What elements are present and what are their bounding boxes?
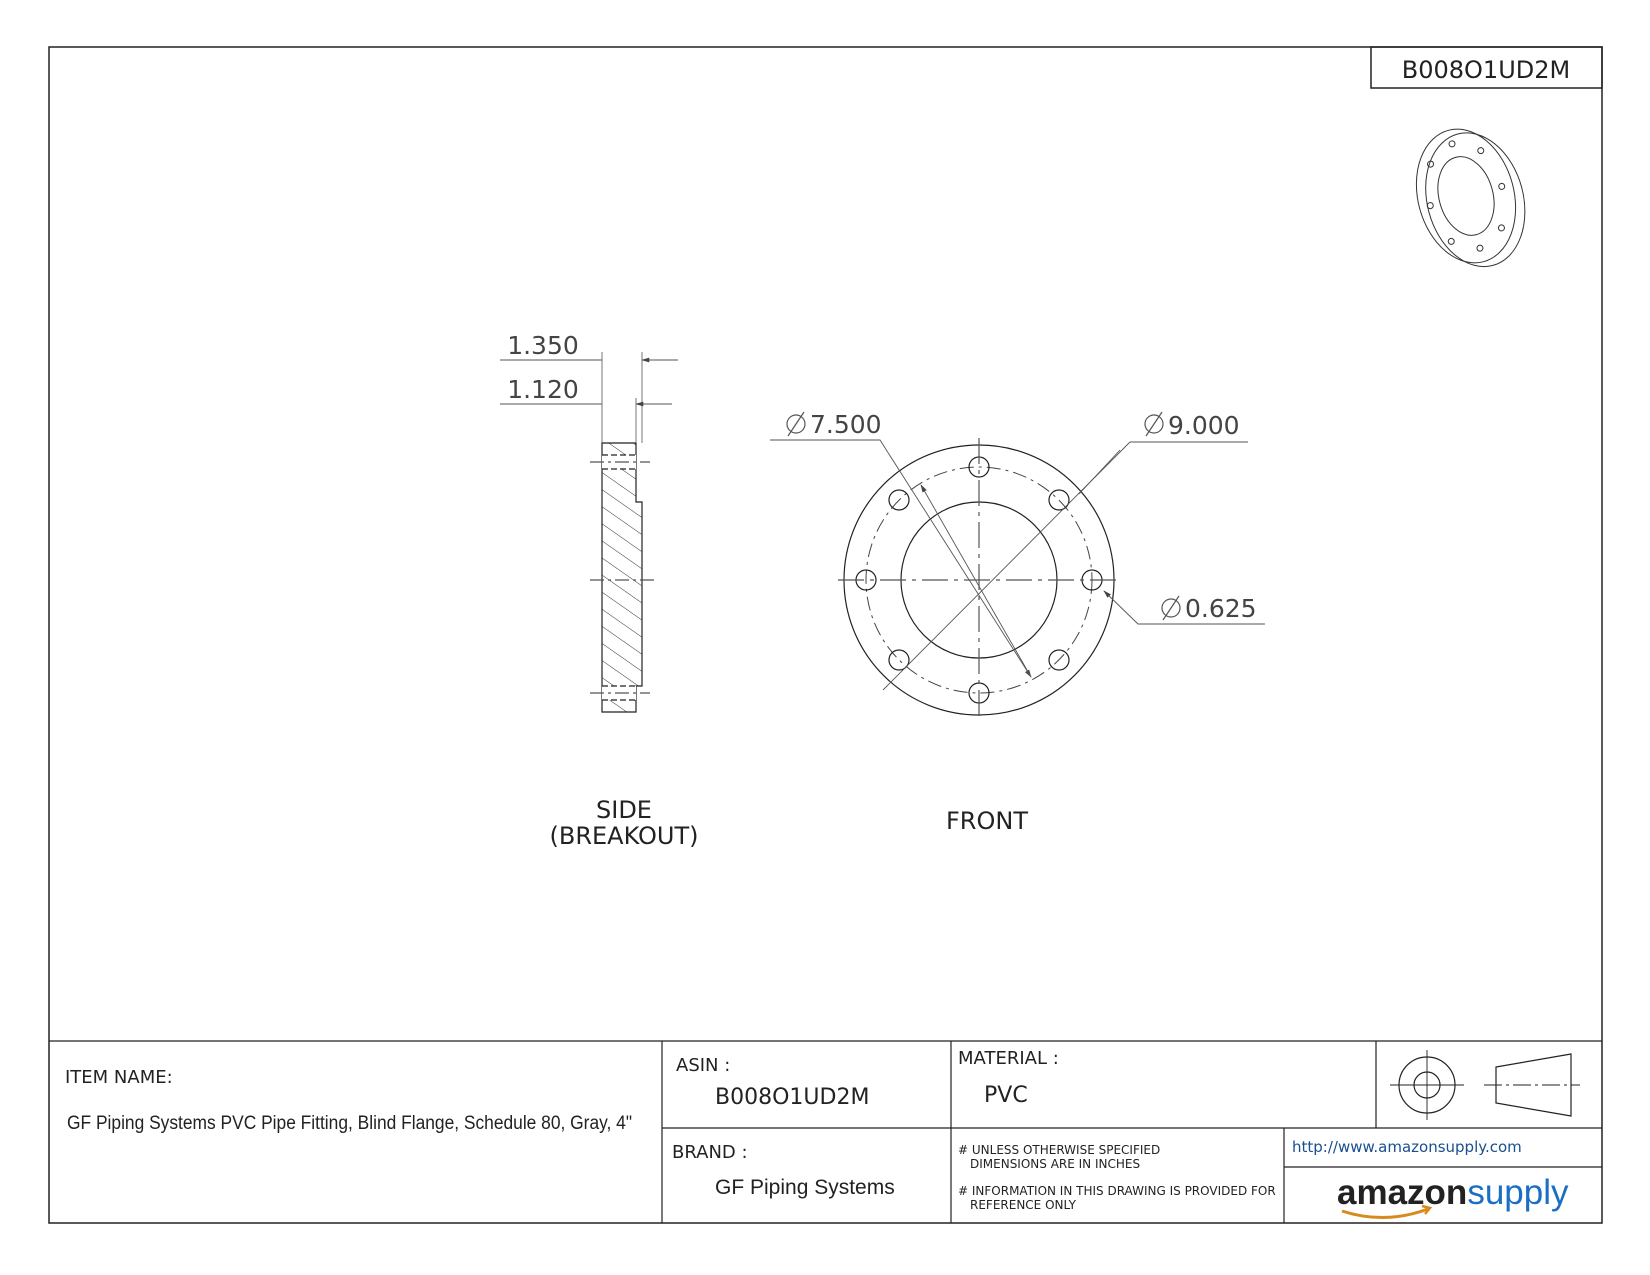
material-value: PVC: [984, 1083, 1028, 1108]
logo-word-supply: supply: [1467, 1173, 1569, 1212]
isometric-view: [1402, 116, 1539, 280]
dim-side-body: 1.120: [507, 375, 579, 404]
url-text[interactable]: http://www.amazonsupply.com: [1292, 1138, 1522, 1156]
logo-word-amazon: amazon: [1337, 1173, 1468, 1212]
side-view: [590, 352, 655, 712]
front-view-label: FRONT: [946, 807, 1028, 835]
amazonsupply-link[interactable]: [1292, 1138, 1522, 1156]
brand-value: GF Piping Systems: [715, 1176, 895, 1199]
material-label: MATERIAL :: [958, 1048, 1059, 1069]
svg-text:amazonsupply: [1337, 1173, 1569, 1212]
item-name-value: GF Piping Systems PVC Pipe Fitting, Blind Flange, Schedule 80, Gray, 4": [67, 1113, 632, 1134]
item-name-label: ITEM NAME:: [65, 1067, 173, 1088]
header-part-number: B008O1UD2M: [1401, 56, 1571, 84]
note-1-line-1: # UNLESS OTHERWISE SPECIFIED: [958, 1143, 1161, 1157]
note-1-line-2: DIMENSIONS ARE IN INCHES: [970, 1157, 1141, 1171]
side-view-label-1: SIDE: [596, 796, 652, 824]
asin-label: ASIN :: [676, 1055, 731, 1076]
front-view: [838, 438, 1120, 722]
asin-value: B008O1UD2M: [715, 1085, 870, 1110]
amazonsupply-logo: [1337, 1173, 1569, 1218]
side-view-label-2: (BREAKOUT): [549, 822, 699, 850]
note-2-line-2: REFERENCE ONLY: [970, 1198, 1076, 1212]
dim-side-overall: 1.350: [507, 331, 579, 360]
side-dimensions: [500, 331, 678, 404]
brand-label: BRAND :: [672, 1142, 748, 1163]
header-part-box: [1371, 47, 1602, 88]
side-section-hatched: [602, 443, 642, 712]
dim-dia-bolt-hole: 0.625: [1185, 594, 1257, 623]
dim-dia-bolt-circle: 7.500: [810, 410, 882, 439]
projection-symbol: [1390, 1050, 1580, 1120]
sheet-border: [49, 47, 1602, 1223]
dim-dia-outside: 9.000: [1168, 411, 1240, 440]
note-2-line-1: # INFORMATION IN THIS DRAWING IS PROVIDED FOR: [958, 1184, 1276, 1198]
